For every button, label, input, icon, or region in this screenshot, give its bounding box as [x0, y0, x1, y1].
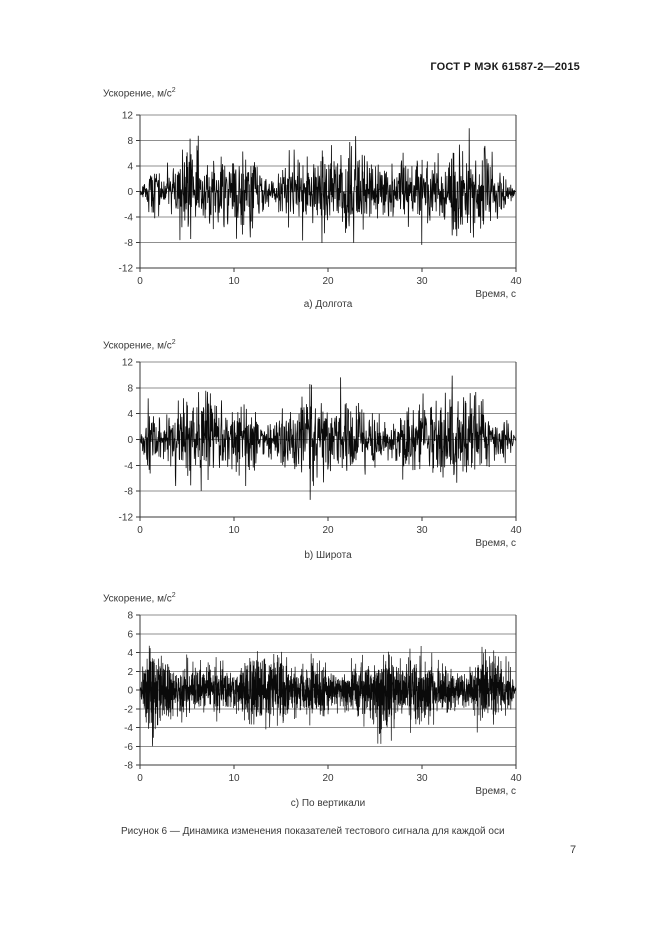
- y-axis-title-exponent: 2: [171, 592, 176, 599]
- svg-text:0: 0: [137, 525, 143, 536]
- y-axis-title-exponent: 2: [171, 339, 176, 346]
- chart-vertical-block: [99, 592, 569, 820]
- chart-latitude-caption: b) Широта: [304, 550, 352, 561]
- svg-text:4: 4: [127, 409, 133, 421]
- svg-text:-8: -8: [124, 486, 133, 498]
- y-axis-title-text: Ускорение, м/с: [103, 340, 172, 352]
- svg-text:-2: -2: [124, 704, 133, 716]
- svg-text:10: 10: [228, 276, 240, 287]
- svg-text:40: 40: [510, 773, 522, 784]
- svg-text:-8: -8: [124, 238, 133, 249]
- chart-vertical-canvas: [99, 605, 561, 803]
- svg-text:6: 6: [127, 629, 133, 641]
- svg-text:Время, с: Время, с: [475, 289, 516, 300]
- svg-text:-4: -4: [124, 460, 133, 472]
- chart-latitude-block: [99, 339, 569, 571]
- chart-longitude-caption: а) Долгота: [303, 299, 353, 310]
- y-axis-title-text: Ускорение, м/с: [103, 88, 172, 100]
- svg-text:20: 20: [322, 773, 334, 784]
- svg-text:-4: -4: [124, 212, 133, 224]
- svg-text:2: 2: [127, 666, 133, 678]
- svg-text:-12: -12: [118, 263, 133, 275]
- document-header-title: ГОСТ Р МЭК 61587-2—2015: [430, 61, 580, 73]
- svg-text:-8: -8: [124, 760, 133, 772]
- svg-text:4: 4: [127, 161, 133, 173]
- svg-text:12: 12: [121, 357, 133, 369]
- svg-text:8: 8: [127, 610, 133, 622]
- y-axis-title-exponent: 2: [171, 87, 176, 94]
- figure-caption: Рисунок 6 — Динамика изменения показателей тестового сигнала для каждой оси: [121, 826, 505, 837]
- y-axis-title: [103, 87, 176, 99]
- chart-latitude-canvas: [99, 352, 561, 556]
- svg-text:10: 10: [228, 525, 240, 536]
- svg-text:8: 8: [127, 383, 133, 395]
- y-axis-title-text: Ускорение, м/с: [103, 593, 172, 605]
- chart-longitude-canvas: [99, 105, 561, 305]
- chart-longitude-block: [99, 87, 569, 317]
- svg-text:10: 10: [228, 773, 240, 784]
- svg-text:0: 0: [127, 685, 133, 697]
- svg-text:40: 40: [510, 276, 522, 287]
- svg-text:0: 0: [137, 773, 143, 784]
- svg-text:30: 30: [416, 525, 428, 536]
- chart-vertical-caption: с) По вертикали: [290, 798, 366, 809]
- svg-text:-6: -6: [124, 741, 133, 753]
- svg-text:-4: -4: [124, 723, 133, 734]
- svg-text:30: 30: [416, 276, 428, 287]
- svg-text:4: 4: [127, 648, 133, 659]
- y-axis-title: [103, 339, 176, 351]
- svg-text:Время, с: Время, с: [475, 786, 516, 797]
- svg-text:8: 8: [127, 136, 133, 147]
- svg-text:Время, с: Время, с: [475, 538, 516, 549]
- svg-text:20: 20: [322, 276, 334, 287]
- y-axis-title: [103, 592, 176, 604]
- svg-text:-12: -12: [118, 512, 133, 524]
- svg-text:0: 0: [127, 187, 133, 198]
- svg-text:30: 30: [416, 773, 428, 784]
- svg-text:40: 40: [510, 525, 522, 536]
- svg-text:20: 20: [322, 525, 334, 536]
- svg-text:0: 0: [127, 435, 133, 446]
- svg-text:0: 0: [137, 276, 143, 287]
- svg-text:12: 12: [121, 110, 133, 122]
- page-number: 7: [570, 844, 577, 856]
